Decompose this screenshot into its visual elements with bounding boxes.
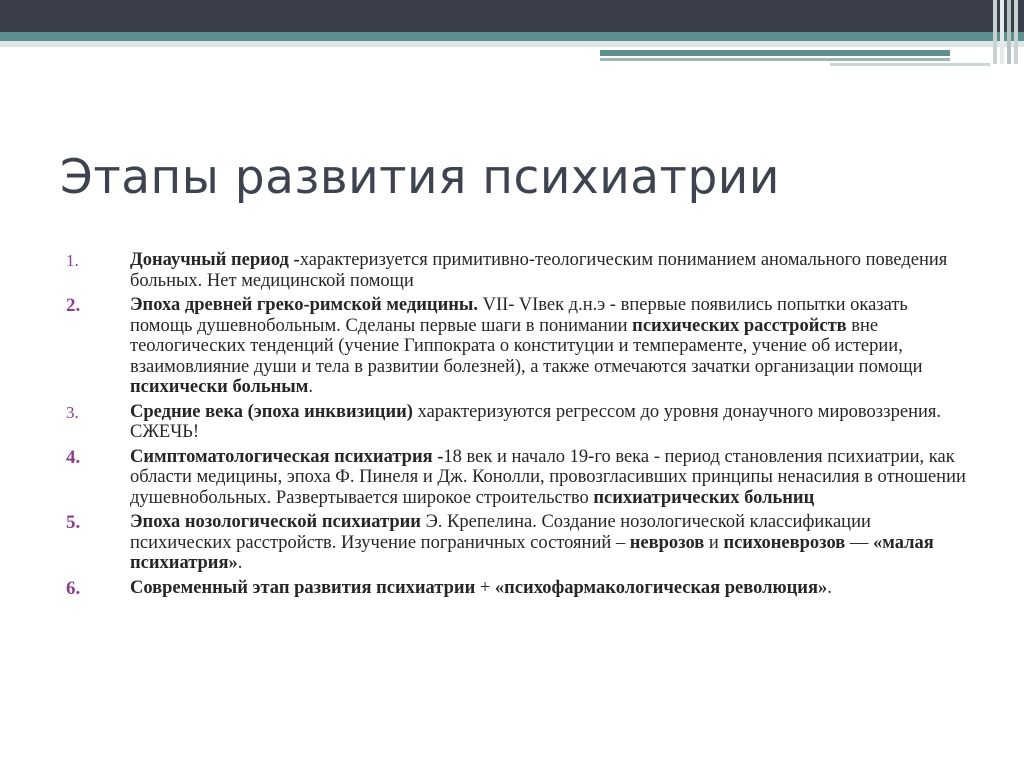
body-text: –– bbox=[845, 532, 874, 553]
header-bar bbox=[0, 0, 1024, 32]
item-number: 3. bbox=[66, 402, 79, 422]
item-text bbox=[130, 578, 970, 599]
emphasis-text: Симптоматологическая психиатрия - bbox=[130, 446, 444, 467]
slide-title: Этапы развития психиатрии bbox=[60, 150, 780, 205]
list-item bbox=[60, 402, 970, 443]
stages-list bbox=[60, 250, 970, 602]
emphasis-text: «малая психиатрия» bbox=[130, 532, 934, 573]
list-item bbox=[60, 512, 970, 574]
item-number: 2. bbox=[66, 295, 81, 316]
decor-stripe bbox=[600, 50, 950, 56]
emphasis-text: психоневрозов bbox=[723, 532, 846, 553]
item-text bbox=[130, 447, 970, 509]
list-item bbox=[60, 578, 970, 599]
body-text: . bbox=[237, 553, 243, 573]
body-text: характеризуются регрессом до уровня донаучного мировоззрения. СЖЕЧЬ! bbox=[130, 401, 942, 442]
item-text bbox=[130, 402, 970, 443]
item-number: 6. bbox=[66, 577, 81, 599]
body-text: . bbox=[308, 377, 313, 397]
body-text: + bbox=[475, 577, 495, 598]
decor-stripe bbox=[600, 58, 950, 61]
emphasis-text: «психофармакологическая революция» bbox=[494, 577, 828, 598]
body-text: VII- VIвек д.н.э - впервые появились попытки оказать помощь душевнобольным. Сделаны первые шаги в понимании bbox=[130, 295, 908, 336]
emphasis-text: Средние века (эпоха инквизиции) bbox=[130, 401, 413, 422]
item-number: 1. bbox=[66, 251, 79, 270]
item-text bbox=[130, 295, 970, 398]
body-text: 18 век и начало 19-го века - период становления психиатрии, как области медицины, эпоха Ф. Пинеля и Дж. Конолли, провозгласивших принципы ненасилия в отношении душевнобольных. Развертывается широкое строительство bbox=[130, 446, 966, 508]
emphasis-text: Современный этап развития психиатрии bbox=[130, 577, 476, 598]
emphasis-text: психически больным bbox=[130, 377, 309, 397]
item-number: 4. bbox=[66, 446, 81, 468]
emphasis-text: Эпоха древней греко-римской медицины. bbox=[130, 295, 478, 315]
list-item bbox=[60, 447, 970, 509]
body-text: Э. Крепелина. Создание нозологической классификации психических расстройств. Изучение пограничных состояний – bbox=[130, 512, 871, 553]
emphasis-text: психических расстройств bbox=[632, 315, 847, 336]
item-text bbox=[130, 512, 970, 574]
body-text: и bbox=[704, 532, 724, 553]
body-text: вне теологических тенденций (учение Гиппократа о конституции и темпераменте, учение об истерии, взаимовлияние души и тела в развитии болезней), а также отмечаются зачатки организации помощи bbox=[130, 315, 923, 377]
decor-vertical-lines bbox=[992, 0, 1018, 64]
header-accent-bar bbox=[0, 32, 1024, 41]
decor-stripe bbox=[830, 63, 990, 66]
list-item bbox=[60, 250, 970, 291]
emphasis-text: неврозов bbox=[629, 532, 705, 553]
header-light-bar bbox=[0, 41, 1024, 47]
list-item bbox=[60, 295, 970, 398]
item-number: 5. bbox=[66, 512, 81, 533]
item-text bbox=[130, 250, 970, 291]
emphasis-text: Эпоха нозологической психиатрии bbox=[130, 512, 421, 532]
body-text: . bbox=[827, 577, 832, 598]
body-text: характеризуется примитивно-теологическим пониманием аномального поведения больных. Нет медицинской помощи bbox=[130, 250, 948, 291]
emphasis-text: Донаучный период - bbox=[130, 250, 300, 270]
emphasis-text: психиатрических больниц bbox=[593, 487, 815, 508]
